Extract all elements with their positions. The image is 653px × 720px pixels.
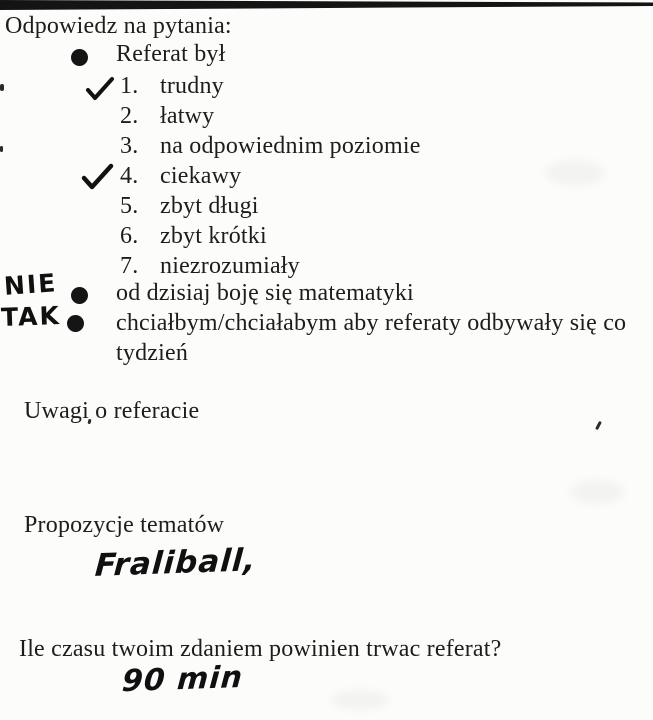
scan-speck — [0, 146, 3, 152]
bullet-icon — [71, 287, 88, 304]
handwritten-answer-tak: TAK — [0, 300, 62, 333]
question-3-label: chciałbym/chciałabym aby referaty odbywały się co tydzień — [116, 310, 627, 366]
handwritten-duration: 90 min — [120, 659, 245, 700]
scan-smudge — [570, 480, 625, 504]
option-label: zbyt krótki — [160, 223, 267, 249]
page-title: Odpowiedz na pytania: — [5, 13, 232, 39]
propozycje-heading: Propozycje tematów — [24, 512, 225, 538]
handwritten-answer-nie: NIE — [3, 268, 59, 301]
handwritten-topic: Fraliball, — [93, 542, 258, 584]
checkmark-icon — [81, 163, 114, 191]
option-number: 4. — [120, 163, 139, 189]
scan-speck — [0, 84, 4, 91]
scan-smudge — [330, 690, 390, 710]
scan-smudge — [545, 160, 605, 186]
checkmark-icon — [85, 76, 115, 102]
scan-edge-line — [0, 0, 653, 12]
option-label: niezrozumiały — [160, 253, 300, 279]
option-label: na odpowiednim poziomie — [160, 133, 421, 159]
question-1-label: Referat był — [116, 41, 226, 67]
option-number: 5. — [120, 193, 139, 219]
duration-question: Ile czasu twoim zdaniem powinien trwac referat? — [19, 636, 502, 662]
option-label: łatwy — [160, 103, 215, 129]
uwagi-heading: Uwagi o referacie — [24, 398, 200, 424]
option-number: 1. — [120, 73, 139, 99]
bullet-icon — [71, 49, 88, 66]
option-label: trudny — [160, 73, 224, 99]
option-number: 6. — [120, 223, 139, 249]
option-number: 7. — [120, 253, 139, 279]
question-2-label: od dzisiaj boję się matematyki — [116, 280, 414, 306]
option-number: 2. — [120, 103, 139, 129]
bullet-icon — [67, 315, 84, 332]
option-label: ciekawy — [160, 163, 242, 189]
option-number: 3. — [120, 133, 139, 159]
option-label: zbyt długi — [160, 193, 259, 219]
scan-speck — [595, 421, 602, 430]
